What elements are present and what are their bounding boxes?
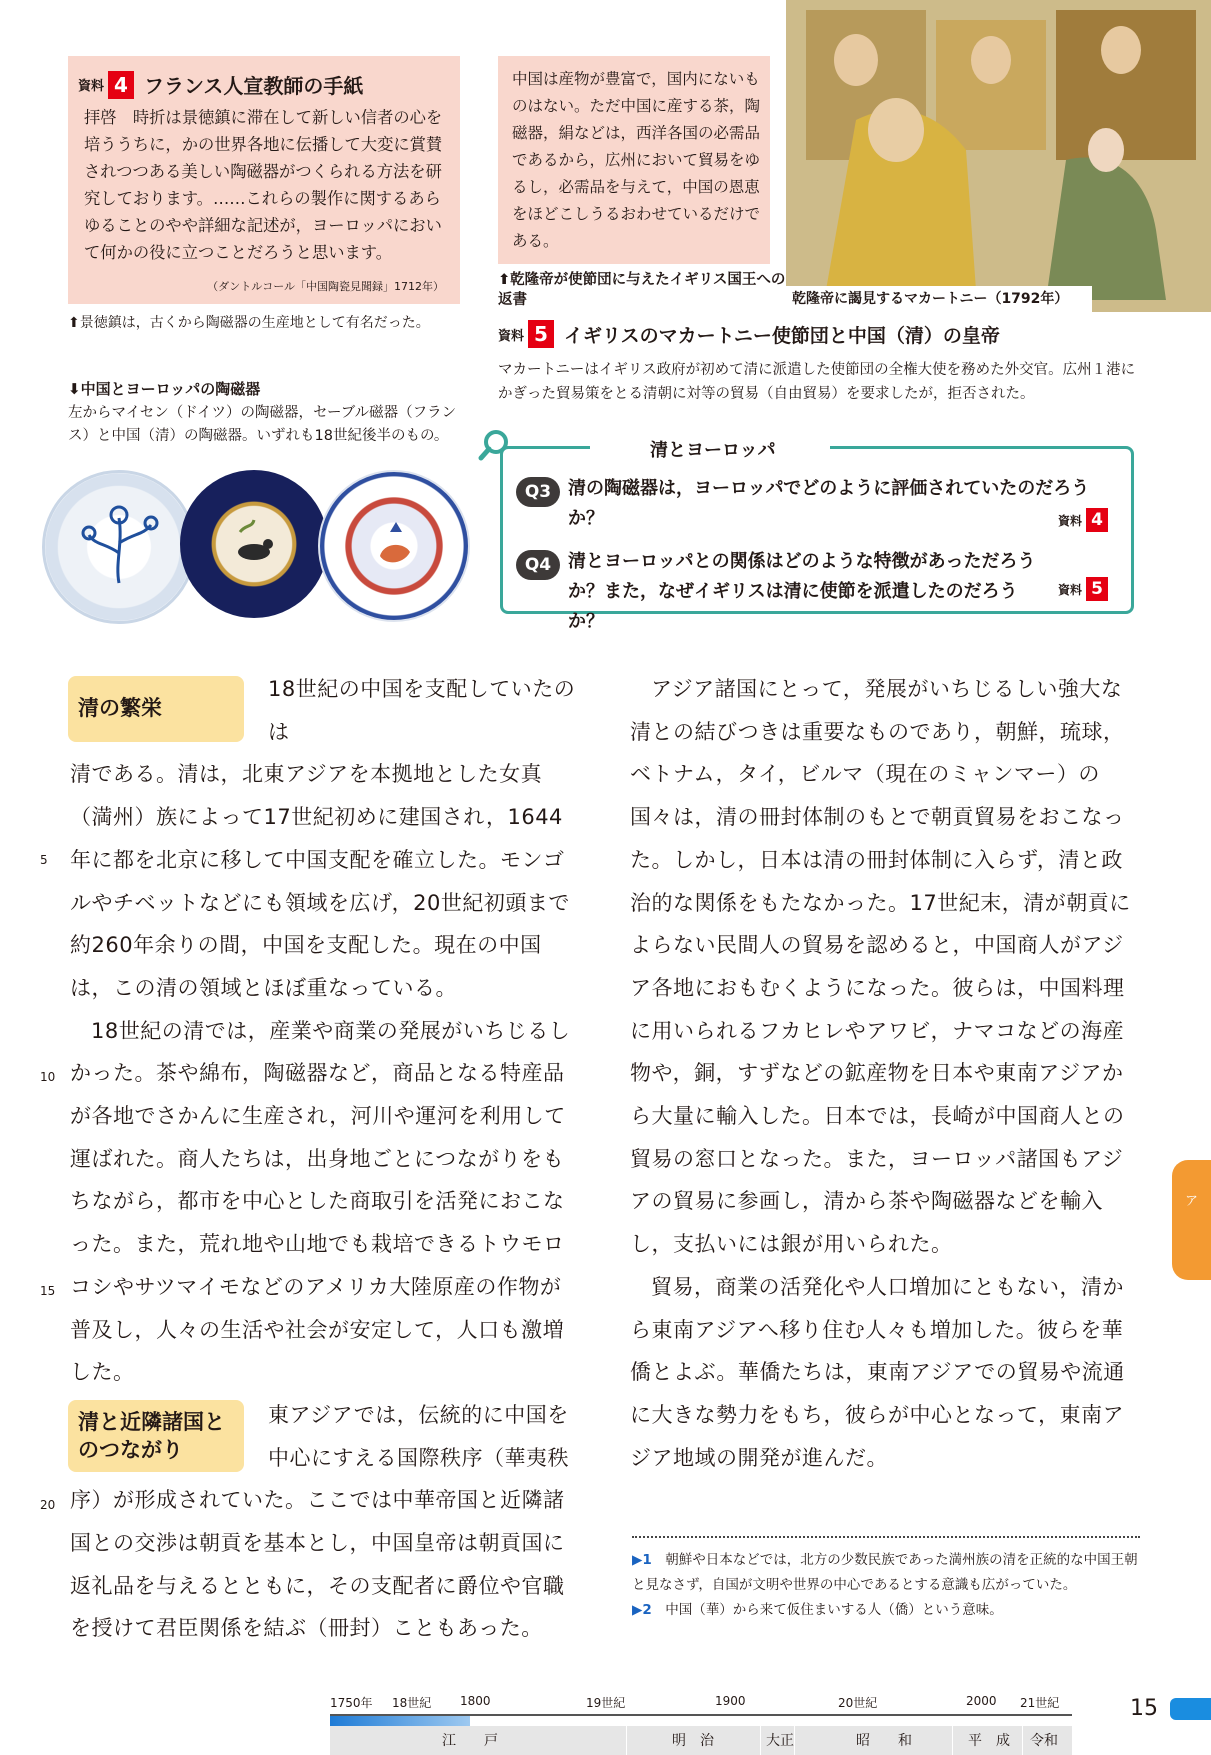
timeline-divider (626, 1726, 627, 1755)
timeline-label: 1900 (715, 1694, 746, 1708)
paragraph: 清である。清は，北東アジアを本拠地とした女真（満州）族によって17世紀初めに建国され，1644年に都を北京に移して中国支配を確立した。モンゴルやチベットなどにも領域を広げ，20世紀初頭まで約260年余りの間，中国を支配した。現在の中国は，この清の領域とほぼ重なっている。 (70, 762, 570, 1000)
source-tag: 資料 (78, 79, 105, 94)
question-q3-badge: Q3 (516, 477, 560, 507)
timeline-divider (794, 1726, 795, 1755)
source5-letter-caption: ⬆乾隆帝が使節団に与えたイギリス国王への返書 (498, 272, 786, 308)
timeline-label: 18世紀 (392, 1696, 432, 1710)
paragraph-intro: 18世紀の中国を支配していたのは (268, 677, 576, 744)
source5-title: イギリスのマカートニー使節団と中国（清）の皇帝 (564, 324, 1000, 347)
timeline-era: 令和 (1030, 1733, 1058, 1749)
timeline (330, 1690, 1072, 1755)
question-q3-text: 清の陶磁器は，ヨーロッパでどのように評価されていたのだろうか？ (568, 478, 1090, 529)
line-number: 5 (40, 853, 48, 867)
line-number: 15 (40, 1284, 56, 1298)
timeline-era: 江 戸 (442, 1733, 498, 1749)
paragraph: アジア諸国にとって，発展がいちじるしい強大な清との結びつきは重要なものであり，朝鮮，琉球，ベトナム，タイ，ビルマ（現在のミャンマー）の国々は，清の冊封体制のもとで朝貢貿易をおこなった。しかし，日本は清の冊封体制に入らず，清と政治的な関係をもたなかった。17世紀末，清が朝貢によらない民間人の貿易を認めると，中国商人がアジア各地におもむくようになった。彼らは，中国料理に用いられるフカヒレやアワビ，ナマコなどの海産物や，銅，すずなどの鉱産物を日本や東南アジアから大量に輸入した。日本では，長崎が中国商人との貿易の窓口となった。また，ヨーロッパ諸国もアジアの貿易に参画し，清から茶や陶磁器などを輸入し，支払いには銀が用いられた。 (630, 677, 1131, 1257)
ref-tag: 資料 (1058, 513, 1083, 528)
paragraph: 序）が形成されていた。ここでは中華帝国と近隣諸国との交渉は朝貢を基本とし，中国皇帝は朝貢国に返礼品を与えるとともに，その支配者に爵位や官職を授けて君臣関係を結ぶ（冊封）こともあった。 (70, 1488, 565, 1641)
source4-citation: （ダントルコール「中国陶瓷見聞録」1712年） (207, 280, 444, 293)
side-index-tab[interactable]: ア (1172, 1160, 1211, 1280)
section-heading-qing-prosperity: 清の繁栄 (68, 676, 244, 742)
question-q4-badge: Q4 (516, 550, 560, 580)
plates-description: 左からマイセン（ドイツ）の陶磁器，セーブル磁器（フランス）と中国（清）の陶磁器。いずれも18世紀後半のもの。 (68, 405, 457, 444)
sevres-plate-image (180, 470, 328, 618)
timeline-divider (952, 1726, 953, 1755)
source4-body: 拝啓 時折は景徳鎮に滞在して新しい信者の心を培ううちに，かの世界各地に伝播して大変に賞賛されつつある美しい陶磁器がつくられる方法を研究しております。……これらの製作に関するあらゆることのやや詳細な記述が，ヨーロッパにおいて何かの役に立つことだろうと思います。 (84, 108, 443, 262)
timeline-era: 平 成 (968, 1733, 1010, 1749)
source5-heading (498, 320, 1000, 348)
source5-letter-box (498, 56, 770, 264)
page-number: 15 (1130, 1696, 1158, 1721)
timeline-divider (1022, 1726, 1023, 1755)
footnote (632, 1598, 1140, 1623)
timeline-label: 1750年 (330, 1696, 373, 1710)
footnote-text: 朝鮮や日本などでは，北方の少数民族であった満州族の清を正統的な中国王朝と見なさず，自国が文明や世界の中心であるとする意識も広がっていた。 (632, 1552, 1138, 1593)
timeline-label: 20世紀 (838, 1696, 878, 1710)
timeline-axis (330, 1714, 1072, 1716)
plates-title: ⬇中国とヨーロッパの陶磁器 (68, 380, 261, 398)
ref-number: 5 (1086, 577, 1108, 601)
source4-heading (78, 70, 363, 99)
paragraph: 貿易，商業の活発化や人口増加にともない，清から東南アジアへ移り住む人々も増加した。彼らを華僑とよぶ。華僑たちは，東南アジアでの貿易や流通に大きな勢力をもち，彼らが中心となって，東南アジア地域の開発が進んだ。 (630, 1274, 1125, 1470)
paragraph-intro: 東アジアでは，伝統的に中国を中心にすえる国際秩序（華夷秩 (268, 1402, 569, 1470)
source4-title: フランス人宣教師の手紙 (144, 74, 364, 98)
ref-number: 4 (1086, 508, 1108, 532)
source-tag: 資料 (498, 328, 525, 344)
timeline-era: 明 治 (672, 1733, 714, 1749)
ref-tag: 資料 (1058, 582, 1083, 597)
footnote (632, 1548, 1140, 1598)
line-number: 10 (40, 1070, 56, 1084)
heading-line: のつながり (78, 1438, 183, 1462)
timeline-era: 大正 (766, 1733, 794, 1749)
source5-letter: 中国は産物が豊富で，国内にないものはない。ただ中国に産する茶，陶磁器，絹などは，西洋各国の必需品であるから，広州において貿易をゆるし，必需品を与えて，中国の恩恵をほどこしうるおわせているだけである。 (512, 70, 761, 250)
footnote-mark: ▶1 (632, 1552, 652, 1568)
chinese-plate-image (318, 470, 470, 622)
meissen-plate-image (42, 470, 196, 624)
paragraph: 18世紀の清では，産業や商業の発展がいちじるしかった。茶や綿布，陶磁器など，商品となる特産品が各地でさかんに生産され，河川や運河を利用して運ばれた。商人たちは，出身地ごとにつながりをもちながら，都市を中心とした商取引を活発におこなった。また，荒れ地や山地でも栽培できるトウモロコシやサツマイモなどのアメリカ大陸原産の作物が普及し，人々の生活や社会が安定して，人口も激増した。 (70, 1018, 571, 1385)
heading-line: 清と近隣諸国と (78, 1410, 225, 1434)
notes-divider (632, 1536, 1140, 1538)
source4-box (68, 56, 460, 304)
page-tab (1170, 1698, 1211, 1720)
timeline-label: 19世紀 (586, 1696, 626, 1710)
timeline-era: 昭 和 (856, 1733, 912, 1749)
source4-caption: ⬆景徳鎮は，古くから陶磁器の生産地として有名だった。 (68, 315, 430, 331)
magnifier-icon (478, 428, 512, 462)
question-q4-source-ref (1058, 577, 1108, 601)
timeline-highlight (330, 1716, 470, 1726)
timeline-label: 1800 (460, 1694, 491, 1708)
source5-description: マカートニーはイギリス政府が初めて清に派遣した使節団の全権大使を務めた外交官。広州１港にかぎった貿易策をとる清朝に対等の貿易（自由貿易）を要求したが，拒否された。 (498, 362, 1136, 402)
footnotes (632, 1548, 1140, 1623)
macartney-painting-image (786, 0, 1211, 312)
question-q3-source-ref (1058, 508, 1108, 532)
timeline-label: 2000 (966, 1694, 997, 1708)
question-box-label: 清とヨーロッパ (590, 436, 830, 462)
left-column-text (70, 668, 580, 1650)
timeline-divider (760, 1726, 761, 1755)
question-q4-text: 清とヨーロッパとの関係はどのような特徴があっただろうか？また，なぜイギリスは清に使節を派遣したのだろうか？ (568, 551, 1036, 632)
line-number: 20 (40, 1498, 56, 1512)
painting-caption: 乾隆帝に謁見するマカートニー（1792年） (786, 286, 1092, 312)
footnote-text: 中国（華）から来て仮住まいする人（僑）という意味。 (665, 1602, 1003, 1618)
footnote-mark: ▶2 (632, 1602, 652, 1618)
timeline-label: 21世紀 (1020, 1696, 1060, 1710)
right-column-text (630, 668, 1140, 1479)
source-number: 5 (528, 320, 554, 348)
source-number: 4 (108, 71, 134, 99)
